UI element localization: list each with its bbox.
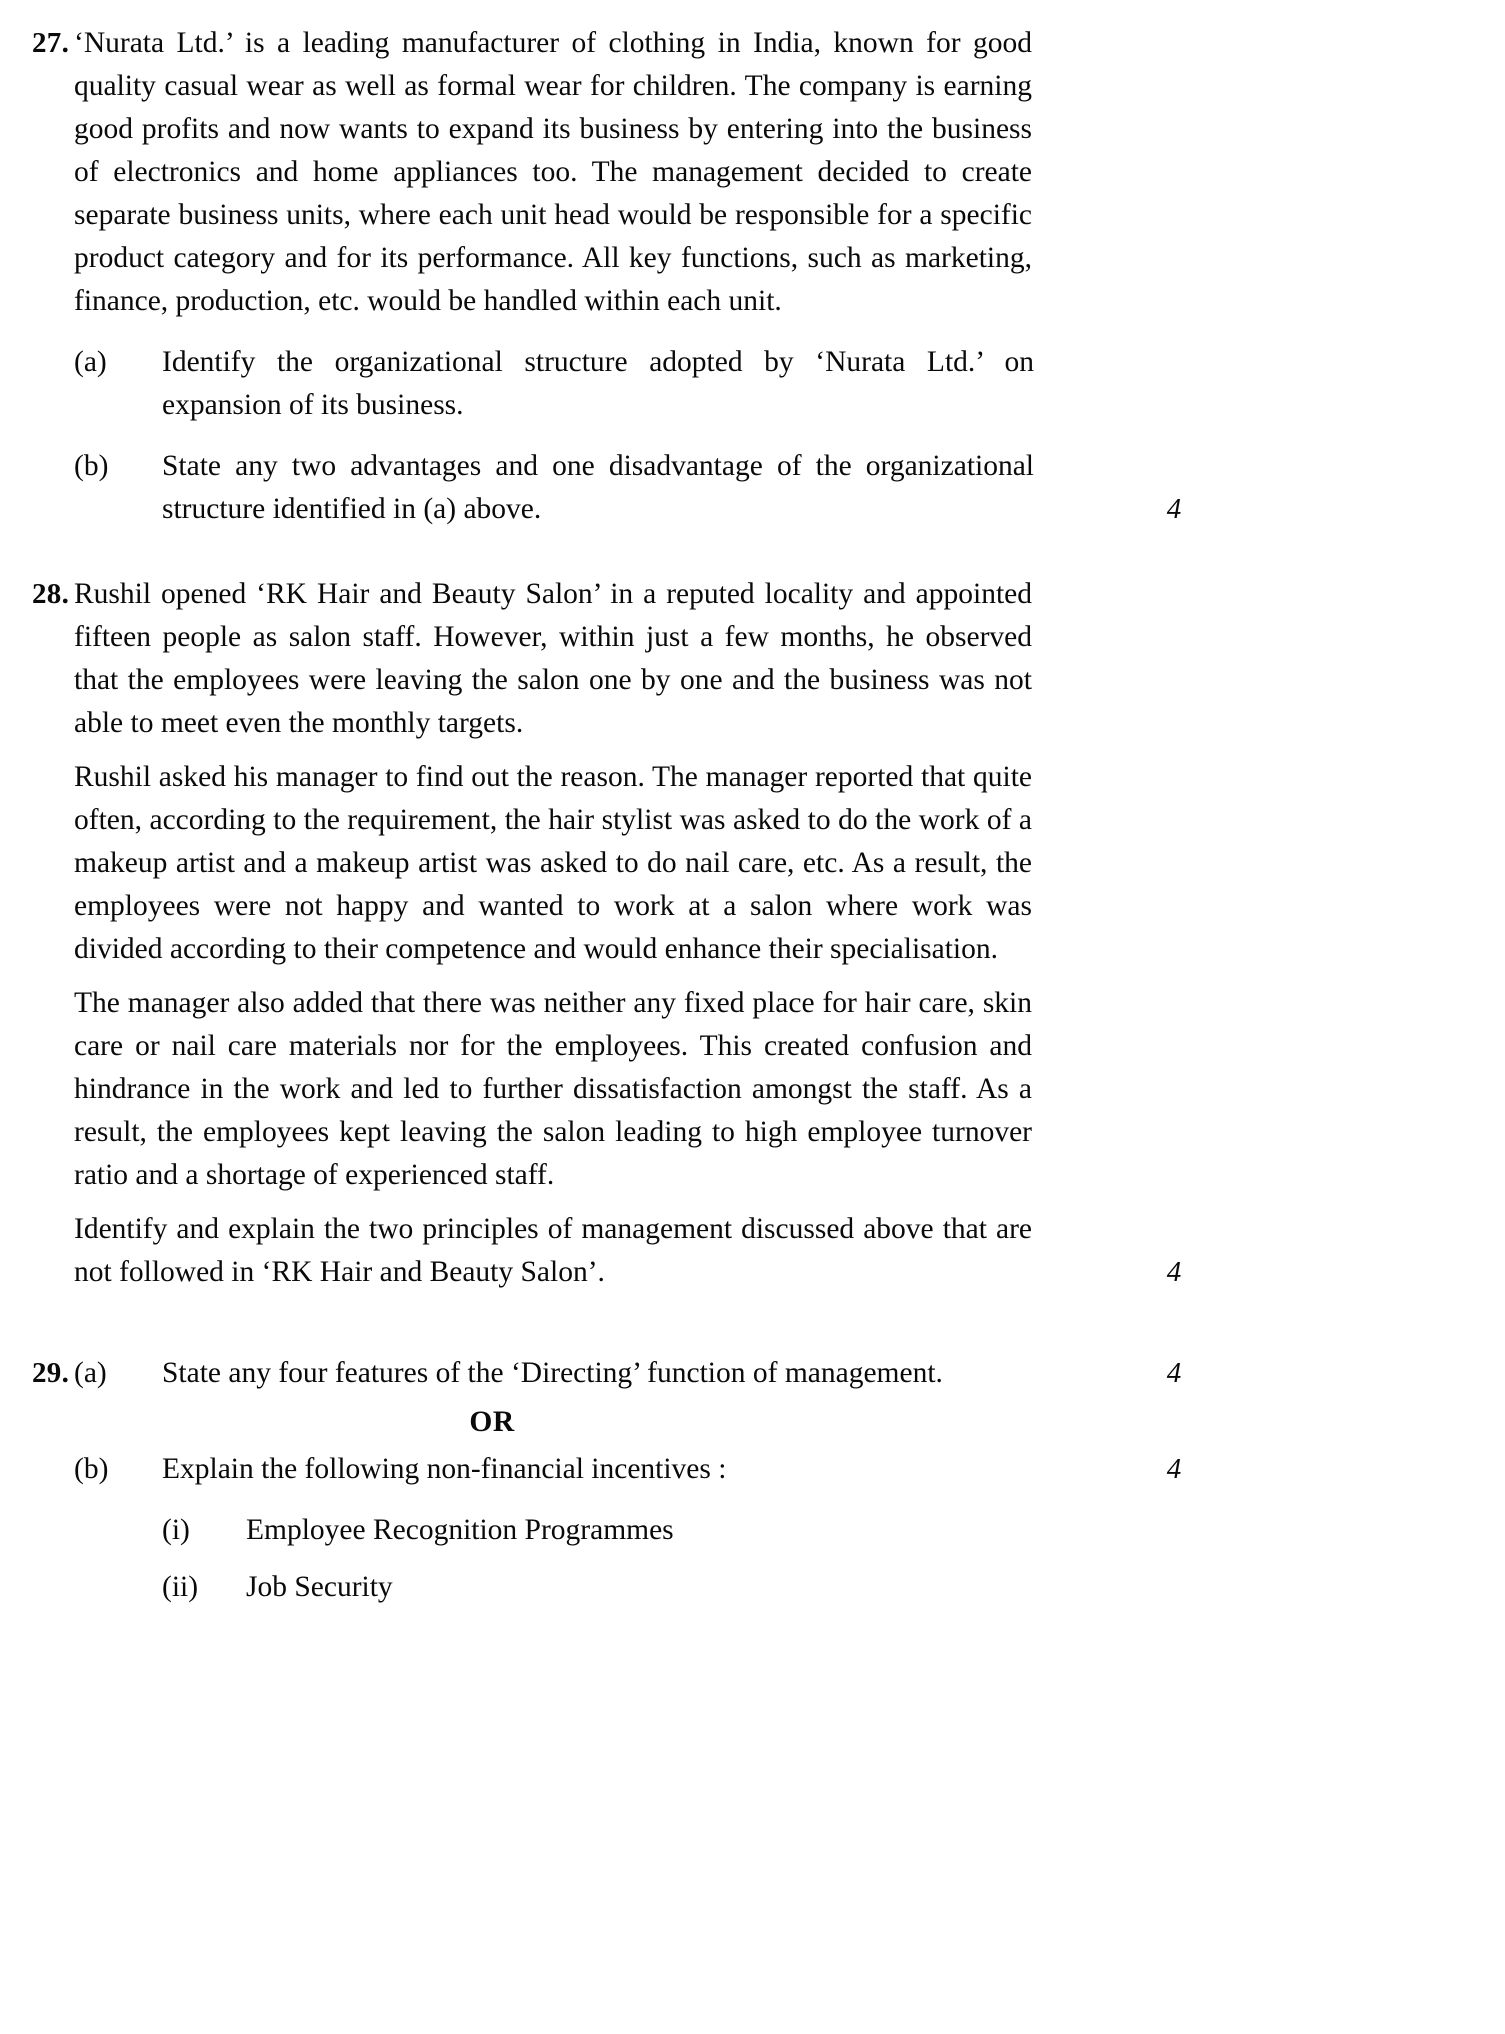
question-number-27: 27. bbox=[32, 27, 70, 59]
question-28-paragraph-3: The manager also added that there was neither any fixed place for hair care, skin care or nail care materials nor for the employees. This created confusion and hindrance in the work and led to further dissatisfaction amongst the staff. As a result, the employees kept leaving the salon leading to high employee turnover ratio and a shortage of experienced staff. bbox=[74, 987, 1032, 1191]
question-29-subitem-b-marks: 4 bbox=[1166, 1453, 1182, 1485]
question-29-subitem-a-text: State any four features of the ‘Directing’ function of management. bbox=[162, 1357, 943, 1389]
question-27-subitem-b-label: (b) bbox=[74, 450, 109, 482]
question-27-subitem-a-label: (a) bbox=[74, 346, 107, 378]
question-28-paragraph-1: Rushil opened ‘RK Hair and Beauty Salon’ in a reputed locality and appointed fifteen people as salon staff. However, within just a few months, he observed that the employees were leaving the salon one by one and the business was not able to meet even the monthly targets. bbox=[74, 578, 1032, 739]
question-27-subitem-a-text: Identify the organizational structure adopted by ‘Nurata Ltd.’ on expansion of its business. bbox=[162, 346, 1034, 421]
question-29-subitem-a bbox=[74, 1352, 1505, 1395]
question-29-roman-i-text: Employee Recognition Programmes bbox=[246, 1514, 674, 1546]
question-29-roman-i-label: (i) bbox=[162, 1514, 190, 1546]
question-29-or-label: OR bbox=[469, 1406, 515, 1438]
question-27-subitem-b bbox=[74, 445, 1505, 531]
question-29-subitem-b-text: Explain the following non-financial incentives : bbox=[162, 1453, 727, 1485]
question-29-subitem-b bbox=[74, 1448, 1505, 1491]
question-number-29: 29. bbox=[32, 1357, 70, 1389]
question-block-29 bbox=[0, 1294, 1505, 1609]
question-27-subitem-a bbox=[74, 341, 1505, 427]
question-29-roman-ii-text: Job Security bbox=[246, 1571, 393, 1603]
question-29-subitem-b-label: (b) bbox=[74, 1453, 109, 1485]
question-29-subitem-a-marks: 4 bbox=[1166, 1357, 1182, 1389]
question-28-paragraph-4: Identify and explain the two principles of management discussed above that are not followed in ‘RK Hair and Beauty Salon’. bbox=[74, 1213, 1032, 1288]
question-29-roman-item-i bbox=[74, 1509, 1505, 1552]
question-block-28 bbox=[0, 531, 1505, 1294]
question-28-marks: 4 bbox=[1166, 1256, 1182, 1288]
question-27-paragraph-1: ‘Nurata Ltd.’ is a leading manufacturer of clothing in India, known for good quality casual wear as well as formal wear for children. The company is earning good profits and now wants to expand its business by entering into the business of electronics and home appliances too. The management decided to create separate business units, where each unit head would be responsible for a specific product category and for its performance. All key functions, such as marketing, finance, production, etc. would be handled within each unit. bbox=[74, 27, 1032, 317]
question-number-28: 28. bbox=[32, 578, 70, 610]
question-29-roman-item-ii bbox=[74, 1566, 1505, 1609]
question-29-subitem-a-label: (a) bbox=[74, 1357, 107, 1389]
question-27-subitem-b-marks: 4 bbox=[1166, 493, 1182, 525]
question-block-27 bbox=[0, 0, 1505, 531]
question-27-subitem-b-text: State any two advantages and one disadvantage of the organizational structure identified in (a) above. bbox=[162, 450, 1034, 525]
question-28-paragraph-2: Rushil asked his manager to find out the reason. The manager reported that quite often, according to the requirement, the hair stylist was asked to do the work of a makeup artist and a makeup artist was asked to do nail care, etc. As a result, the employees were not happy and wanted to work at a salon where work was divided according to their competence and would enhance their specialisation. bbox=[74, 761, 1032, 965]
question-29-roman-ii-label: (ii) bbox=[162, 1571, 199, 1603]
